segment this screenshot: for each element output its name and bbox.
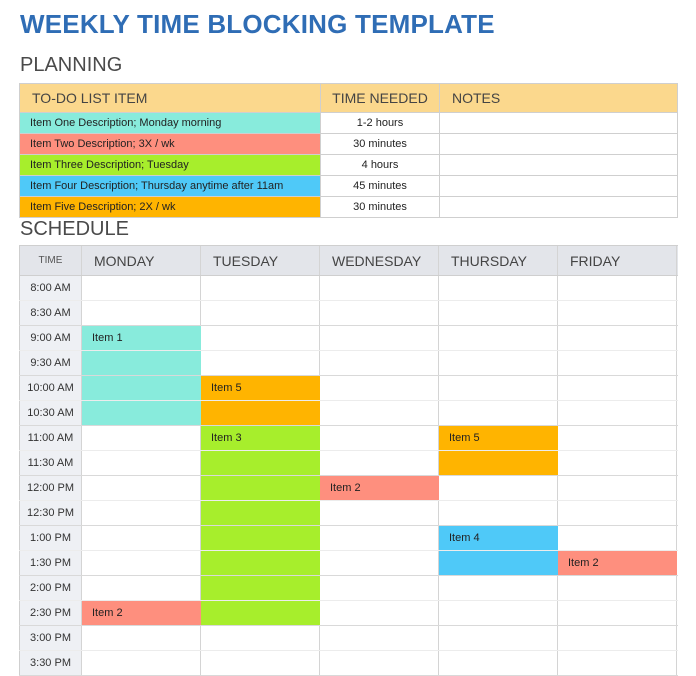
schedule-row	[19, 651, 678, 676]
schedule-cell-friday[interactable]	[558, 351, 677, 375]
schedule-cell-wednesday[interactable]	[320, 351, 439, 375]
schedule-row	[19, 301, 678, 326]
schedule-cell-wednesday[interactable]	[320, 326, 439, 350]
schedule-cell-tuesday[interactable]	[201, 501, 320, 525]
header-monday: MONDAY	[82, 246, 201, 275]
schedule-cell-friday[interactable]	[558, 626, 677, 650]
schedule-cell-wednesday[interactable]	[320, 501, 439, 525]
schedule-cell-tuesday[interactable]	[201, 651, 320, 675]
schedule-cell-wednesday[interactable]	[320, 376, 439, 400]
schedule-cell-thursday[interactable]	[439, 476, 558, 500]
schedule-cell-tuesday[interactable]	[201, 276, 320, 300]
schedule-cell-wednesday[interactable]	[320, 576, 439, 600]
schedule-cell-friday[interactable]	[558, 426, 677, 450]
header-time-needed: TIME NEEDED	[321, 84, 440, 112]
schedule-cell-thursday[interactable]: Item 4	[439, 526, 558, 550]
schedule-row	[19, 551, 678, 576]
schedule-row	[19, 476, 678, 501]
time-slot-label: 3:00 PM	[19, 626, 82, 650]
schedule-row	[19, 576, 678, 601]
schedule-cell-tuesday[interactable]	[201, 476, 320, 500]
schedule-cell-monday[interactable]	[82, 451, 201, 475]
schedule-section-label: SCHEDULE	[20, 218, 129, 240]
time-slot-label: 12:30 PM	[19, 501, 82, 525]
schedule-cell-wednesday[interactable]	[320, 601, 439, 625]
schedule-row	[19, 401, 678, 426]
todo-item-description[interactable]: Item Five Description; 2X / wk	[19, 197, 321, 217]
notes-cell[interactable]	[440, 176, 678, 196]
schedule-cell-tuesday[interactable]	[201, 351, 320, 375]
schedule-header-row	[19, 245, 678, 276]
schedule-cell-monday[interactable]	[82, 276, 201, 300]
time-slot-label: 2:00 PM	[19, 576, 82, 600]
header-wednesday: WEDNESDAY	[320, 246, 439, 275]
planning-header-row	[19, 83, 678, 113]
schedule-cell-monday[interactable]	[82, 651, 201, 675]
schedule-cell-friday[interactable]	[558, 576, 677, 600]
schedule-cell-tuesday[interactable]	[201, 401, 320, 425]
schedule-cell-thursday[interactable]	[439, 576, 558, 600]
header-tuesday: TUESDAY	[201, 246, 320, 275]
schedule-cell-friday[interactable]	[558, 276, 677, 300]
schedule-cell-monday[interactable]	[82, 426, 201, 450]
schedule-cell-monday[interactable]	[82, 526, 201, 550]
schedule-row	[19, 501, 678, 526]
schedule-cell-wednesday[interactable]	[320, 401, 439, 425]
schedule-cell-friday[interactable]	[558, 451, 677, 475]
todo-item-description[interactable]: Item Four Description; Thursday anytime after 11am	[19, 176, 321, 196]
schedule-cell-monday[interactable]	[82, 476, 201, 500]
schedule-row	[19, 326, 678, 351]
time-slot-label: 1:30 PM	[19, 551, 82, 575]
schedule-cell-wednesday[interactable]	[320, 651, 439, 675]
schedule-cell-monday[interactable]	[82, 551, 201, 575]
schedule-row	[19, 351, 678, 376]
schedule-cell-monday[interactable]	[82, 401, 201, 425]
time-slot-label: 10:00 AM	[19, 376, 82, 400]
time-slot-label: 2:30 PM	[19, 601, 82, 625]
time-needed-cell[interactable]: 30 minutes	[321, 197, 440, 217]
schedule-cell-thursday[interactable]	[439, 276, 558, 300]
schedule-cell-thursday[interactable]	[439, 326, 558, 350]
schedule-cell-thursday[interactable]	[439, 351, 558, 375]
time-slot-label: 9:00 AM	[19, 326, 82, 350]
schedule-cell-friday[interactable]	[558, 401, 677, 425]
schedule-cell-wednesday[interactable]	[320, 551, 439, 575]
planning-row	[19, 134, 678, 155]
schedule-cell-friday[interactable]	[558, 476, 677, 500]
schedule-cell-wednesday[interactable]	[320, 426, 439, 450]
schedule-grid	[19, 245, 678, 676]
header-time: TIME	[19, 246, 82, 275]
notes-cell[interactable]	[440, 113, 678, 133]
schedule-cell-monday[interactable]	[82, 376, 201, 400]
schedule-row	[19, 626, 678, 651]
schedule-cell-tuesday[interactable]	[201, 326, 320, 350]
schedule-cell-friday[interactable]	[558, 526, 677, 550]
planning-row	[19, 113, 678, 134]
schedule-cell-monday[interactable]: Item 2	[82, 601, 201, 625]
schedule-cell-monday[interactable]	[82, 351, 201, 375]
todo-item-description[interactable]: Item Two Description; 3X / wk	[19, 134, 321, 154]
schedule-cell-monday[interactable]	[82, 501, 201, 525]
schedule-cell-thursday[interactable]	[439, 651, 558, 675]
schedule-cell-monday[interactable]	[82, 301, 201, 325]
page-title: WEEKLY TIME BLOCKING TEMPLATE	[20, 9, 495, 39]
schedule-cell-wednesday[interactable]	[320, 301, 439, 325]
schedule-cell-tuesday[interactable]	[201, 576, 320, 600]
schedule-cell-friday[interactable]	[558, 301, 677, 325]
schedule-cell-friday[interactable]	[558, 601, 677, 625]
notes-cell[interactable]	[440, 134, 678, 154]
schedule-cell-wednesday[interactable]	[320, 626, 439, 650]
planning-row	[19, 197, 678, 218]
time-slot-label: 3:30 PM	[19, 651, 82, 675]
schedule-cell-friday[interactable]	[558, 501, 677, 525]
schedule-cell-wednesday[interactable]: Item 2	[320, 476, 439, 500]
planning-section-label: PLANNING	[20, 54, 123, 76]
schedule-cell-tuesday[interactable]	[201, 551, 320, 575]
header-thursday: THURSDAY	[439, 246, 558, 275]
schedule-cell-thursday[interactable]	[439, 401, 558, 425]
schedule-cell-friday[interactable]: Item 2	[558, 551, 677, 575]
schedule-cell-thursday[interactable]	[439, 551, 558, 575]
time-slot-label: 9:30 AM	[19, 351, 82, 375]
time-slot-label: 10:30 AM	[19, 401, 82, 425]
planning-row	[19, 155, 678, 176]
schedule-cell-monday[interactable]	[82, 626, 201, 650]
time-needed-cell[interactable]: 1-2 hours	[321, 113, 440, 133]
schedule-row	[19, 376, 678, 401]
schedule-cell-friday[interactable]	[558, 326, 677, 350]
todo-item-description[interactable]: Item Three Description; Tuesday	[19, 155, 321, 175]
schedule-row	[19, 601, 678, 626]
schedule-cell-wednesday[interactable]	[320, 276, 439, 300]
header-notes: NOTES	[440, 84, 678, 112]
schedule-cell-tuesday[interactable]: Item 3	[201, 426, 320, 450]
header-todo-item: TO-DO LIST ITEM	[19, 84, 321, 112]
header-friday: FRIDAY	[558, 246, 677, 275]
schedule-cell-friday[interactable]	[558, 376, 677, 400]
time-needed-cell[interactable]: 45 minutes	[321, 176, 440, 196]
todo-item-description[interactable]: Item One Description; Monday morning	[19, 113, 321, 133]
schedule-cell-thursday[interactable]	[439, 601, 558, 625]
schedule-cell-wednesday[interactable]	[320, 526, 439, 550]
planning-row	[19, 176, 678, 197]
time-needed-cell[interactable]: 30 minutes	[321, 134, 440, 154]
time-slot-label: 8:00 AM	[19, 276, 82, 300]
schedule-row	[19, 426, 678, 451]
schedule-row	[19, 526, 678, 551]
schedule-cell-thursday[interactable]	[439, 451, 558, 475]
time-slot-label: 11:30 AM	[19, 451, 82, 475]
schedule-cell-thursday[interactable]	[439, 501, 558, 525]
schedule-cell-tuesday[interactable]	[201, 601, 320, 625]
schedule-cell-monday[interactable]: Item 1	[82, 326, 201, 350]
schedule-cell-tuesday[interactable]	[201, 626, 320, 650]
schedule-cell-thursday[interactable]: Item 5	[439, 426, 558, 450]
schedule-cell-wednesday[interactable]	[320, 451, 439, 475]
time-slot-label: 8:30 AM	[19, 301, 82, 325]
schedule-body	[19, 276, 678, 676]
schedule-cell-thursday[interactable]	[439, 301, 558, 325]
schedule-cell-tuesday[interactable]	[201, 301, 320, 325]
schedule-cell-monday[interactable]	[82, 576, 201, 600]
schedule-cell-thursday[interactable]	[439, 626, 558, 650]
schedule-cell-tuesday[interactable]	[201, 526, 320, 550]
schedule-cell-tuesday[interactable]: Item 5	[201, 376, 320, 400]
time-slot-label: 11:00 AM	[19, 426, 82, 450]
schedule-row	[19, 276, 678, 301]
schedule-cell-friday[interactable]	[558, 651, 677, 675]
time-slot-label: 12:00 PM	[19, 476, 82, 500]
time-slot-label: 1:00 PM	[19, 526, 82, 550]
time-needed-cell[interactable]: 4 hours	[321, 155, 440, 175]
schedule-cell-thursday[interactable]	[439, 376, 558, 400]
planning-table	[19, 83, 678, 218]
notes-cell[interactable]	[440, 197, 678, 217]
schedule-row	[19, 451, 678, 476]
schedule-cell-tuesday[interactable]	[201, 451, 320, 475]
notes-cell[interactable]	[440, 155, 678, 175]
planning-body	[19, 113, 678, 218]
